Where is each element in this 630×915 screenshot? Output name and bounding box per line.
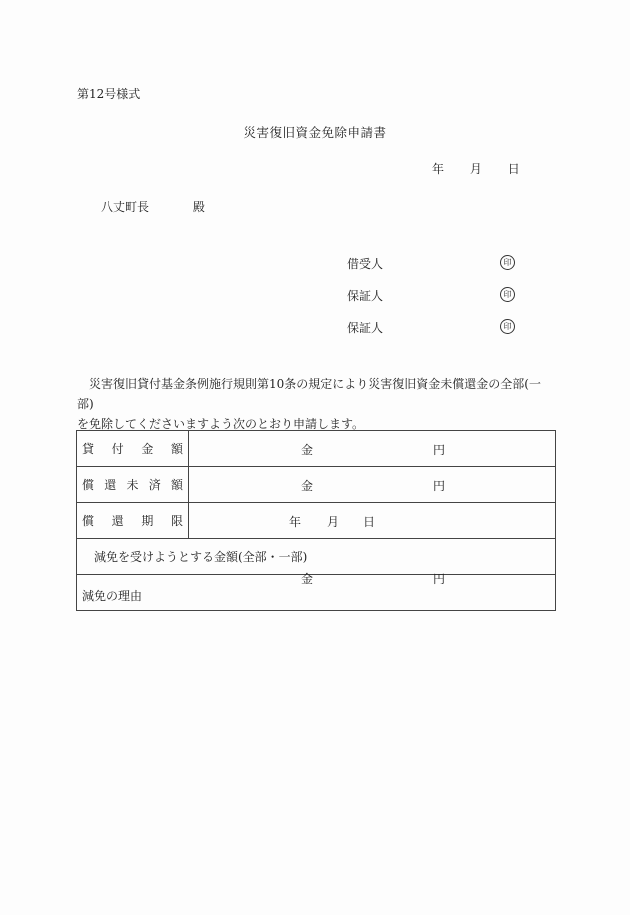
label-char: 還 xyxy=(111,514,124,528)
addressee-honorific: 殿 xyxy=(192,200,205,214)
table-row-repayment-deadline xyxy=(77,503,556,539)
label-char: 額 xyxy=(170,478,183,492)
deadline-month: 月 xyxy=(327,515,340,529)
addressee-name: 八丈町長 xyxy=(101,200,150,214)
seal-icon: 印 xyxy=(500,319,515,334)
label-char: 期 xyxy=(141,514,154,528)
label-char: 償 xyxy=(82,478,95,492)
label-char: 未 xyxy=(126,478,139,492)
party-guarantor-1: 保証人 xyxy=(347,289,384,303)
date-day: 日 xyxy=(507,162,520,176)
exempt-amount-label: 減免を受けようとする金額(全部・一部) xyxy=(94,550,308,564)
label-char: 還 xyxy=(104,478,117,492)
label-char: 貸 xyxy=(82,442,95,456)
label-char: 金 xyxy=(141,442,154,456)
statement-line-2: を免除してくださいますよう次のとおり申請します。 xyxy=(77,417,365,431)
table-row-reason xyxy=(77,575,556,611)
yen-suffix: 円 xyxy=(433,443,446,457)
document-title: 災害復旧資金免除申請書 xyxy=(243,125,387,140)
statement-line-1: 災害復旧貸付基金条例施行規則第10条の規定により災害復旧資金未償還金の全部(一部) xyxy=(77,377,541,411)
party-guarantor-2: 保証人 xyxy=(347,321,384,335)
table-row-loan-amount xyxy=(77,431,556,467)
form-number: 第12号様式 xyxy=(77,87,141,101)
yen-prefix: 金 xyxy=(301,479,314,493)
unpaid-amount-label xyxy=(77,467,189,503)
table-row-unpaid-amount xyxy=(77,467,556,503)
date-month: 月 xyxy=(469,162,482,176)
exempt-amount-field[interactable] xyxy=(77,539,556,586)
label-char: 限 xyxy=(170,514,183,528)
application-date xyxy=(432,160,520,177)
application-statement xyxy=(77,374,557,434)
repayment-deadline-field[interactable] xyxy=(189,503,556,539)
label-char: 付 xyxy=(111,442,124,456)
yen-prefix: 金 xyxy=(301,443,314,457)
table-row-exempt-amount xyxy=(77,539,556,575)
deadline-year: 年 xyxy=(289,515,302,529)
application-table xyxy=(76,430,556,611)
date-year: 年 xyxy=(432,162,445,176)
label-char: 済 xyxy=(148,478,161,492)
label-char: 償 xyxy=(82,514,95,528)
reason-field[interactable] xyxy=(77,575,556,611)
repayment-deadline-label xyxy=(77,503,189,539)
loan-amount-field[interactable] xyxy=(189,431,556,467)
unpaid-amount-field[interactable] xyxy=(189,467,556,503)
party-borrower: 借受人 xyxy=(347,257,384,271)
deadline-day: 日 xyxy=(363,515,376,529)
yen-suffix: 円 xyxy=(433,572,446,586)
seal-icon: 印 xyxy=(500,255,515,270)
reason-label: 減免の理由 xyxy=(82,589,143,603)
label-char: 額 xyxy=(170,442,183,456)
yen-prefix: 金 xyxy=(301,572,314,586)
yen-suffix: 円 xyxy=(433,479,446,493)
loan-amount-label xyxy=(77,431,189,467)
seal-icon: 印 xyxy=(500,287,515,302)
addressee xyxy=(101,198,205,215)
